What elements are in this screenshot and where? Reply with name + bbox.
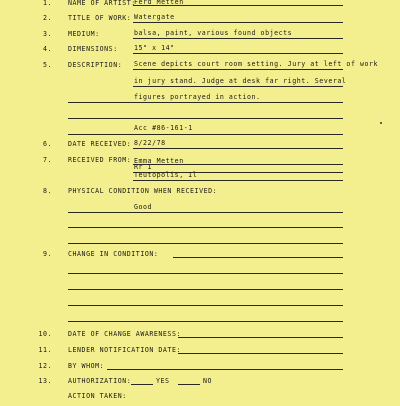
field-label: DATE RECEIVED: <box>68 140 132 148</box>
authorization-yes-label: YES <box>156 377 170 385</box>
field-number: 4. <box>42 45 52 53</box>
change-rule-1 <box>173 257 343 258</box>
description-rule-4 <box>68 118 343 119</box>
physical-condition-value: Good <box>134 203 153 211</box>
field-number: 1. <box>42 0 52 7</box>
field-number: 7. <box>42 156 52 164</box>
field-description <box>0 61 400 75</box>
field-number: 8. <box>42 187 52 195</box>
accession-number: Acc #86-161-1 <box>134 124 193 132</box>
field-label: TITLE OF WORK: <box>68 14 132 22</box>
authorization-no-label: NO <box>203 377 213 385</box>
description-row-2 <box>0 78 400 92</box>
received-from-line-2: Rr 1 <box>134 163 153 171</box>
field-dimensions <box>0 45 400 59</box>
authorization-yes-blank <box>131 384 153 385</box>
condition-rule-1 <box>68 212 343 213</box>
condition-rule-3 <box>68 243 343 244</box>
title-line <box>133 22 343 23</box>
medium-value: balsa, paint, various found objects <box>134 29 293 37</box>
field-number: 6. <box>42 140 52 148</box>
physical-condition-row <box>0 204 400 218</box>
field-label: RECEIVED FROM: <box>68 156 132 164</box>
description-rule-5 <box>68 134 343 135</box>
date-received-line <box>133 148 343 149</box>
condition-rule-2 <box>68 227 343 228</box>
field-label: MEDIUM: <box>68 30 100 38</box>
field-number: 13. <box>38 377 52 385</box>
change-rule-3 <box>68 289 343 290</box>
description-row-3 <box>0 94 400 108</box>
authorization-no-blank <box>178 384 200 385</box>
description-row-5 <box>0 125 400 139</box>
received-from-line-3: Teutopolis, Il <box>134 171 198 179</box>
field-label: PHYSICAL CONDITION WHEN RECEIVED: <box>68 187 218 195</box>
field-label: LENDER NOTIFICATION DATE: <box>68 346 181 354</box>
field-label: AUTHORIZATION: <box>68 377 132 385</box>
field-label: DATE OF CHANGE AWARENESS: <box>68 330 181 338</box>
field-artist-name <box>0 0 400 13</box>
field-number: 2. <box>42 14 52 22</box>
field-label: ACTION TAKEN: <box>68 392 127 400</box>
description-line-2: in jury stand. Judge at desk far right. Several <box>134 77 347 85</box>
date-change-line <box>178 337 343 338</box>
field-title <box>0 14 400 28</box>
by-whom-line <box>107 369 343 370</box>
field-label: DIMENSIONS: <box>68 45 118 53</box>
date-received-value: 8/22/78 <box>134 139 166 147</box>
lender-notification-line <box>178 353 343 354</box>
field-number: 9. <box>42 250 52 258</box>
field-number: 10. <box>38 330 52 338</box>
field-date-received <box>0 140 400 154</box>
dimensions-line <box>133 53 343 54</box>
field-action-taken <box>0 392 400 406</box>
title-value: Watergate <box>134 13 175 21</box>
description-line-1: Scene depicts court room setting. Jury at left of work <box>134 60 379 68</box>
field-label: CHANGE IN CONDITION: <box>68 250 159 258</box>
description-rule-1 <box>133 69 343 70</box>
received-from-rule-3 <box>133 180 343 181</box>
medium-line <box>133 38 343 39</box>
field-label: DESCRIPTION: <box>68 61 123 69</box>
artist-name-line <box>133 5 343 6</box>
field-label: NAME OF ARTIST: <box>68 0 136 7</box>
field-physical-condition <box>0 187 400 201</box>
change-rule-2 <box>68 273 343 274</box>
change-rule-4 <box>68 305 343 306</box>
punch-mark <box>380 122 382 124</box>
field-authorization <box>0 377 400 391</box>
received-from-row-3 <box>0 172 400 186</box>
change-rule-5 <box>68 321 343 322</box>
description-rule-3 <box>68 102 343 103</box>
field-number: 5. <box>42 61 52 69</box>
field-number: 12. <box>38 362 52 370</box>
field-label: BY WHOM: <box>68 362 105 370</box>
received-from-line-1: Emma Metten <box>134 157 184 165</box>
field-medium <box>0 30 400 44</box>
field-number: 11. <box>38 346 52 354</box>
description-rule-2 <box>133 86 343 87</box>
field-number: 3. <box>42 30 52 38</box>
description-line-3: figures portrayed in action. <box>134 93 261 101</box>
dimensions-value: 15" x 14" <box>134 44 175 52</box>
artist-name-value: Ferd Metten <box>134 0 184 6</box>
